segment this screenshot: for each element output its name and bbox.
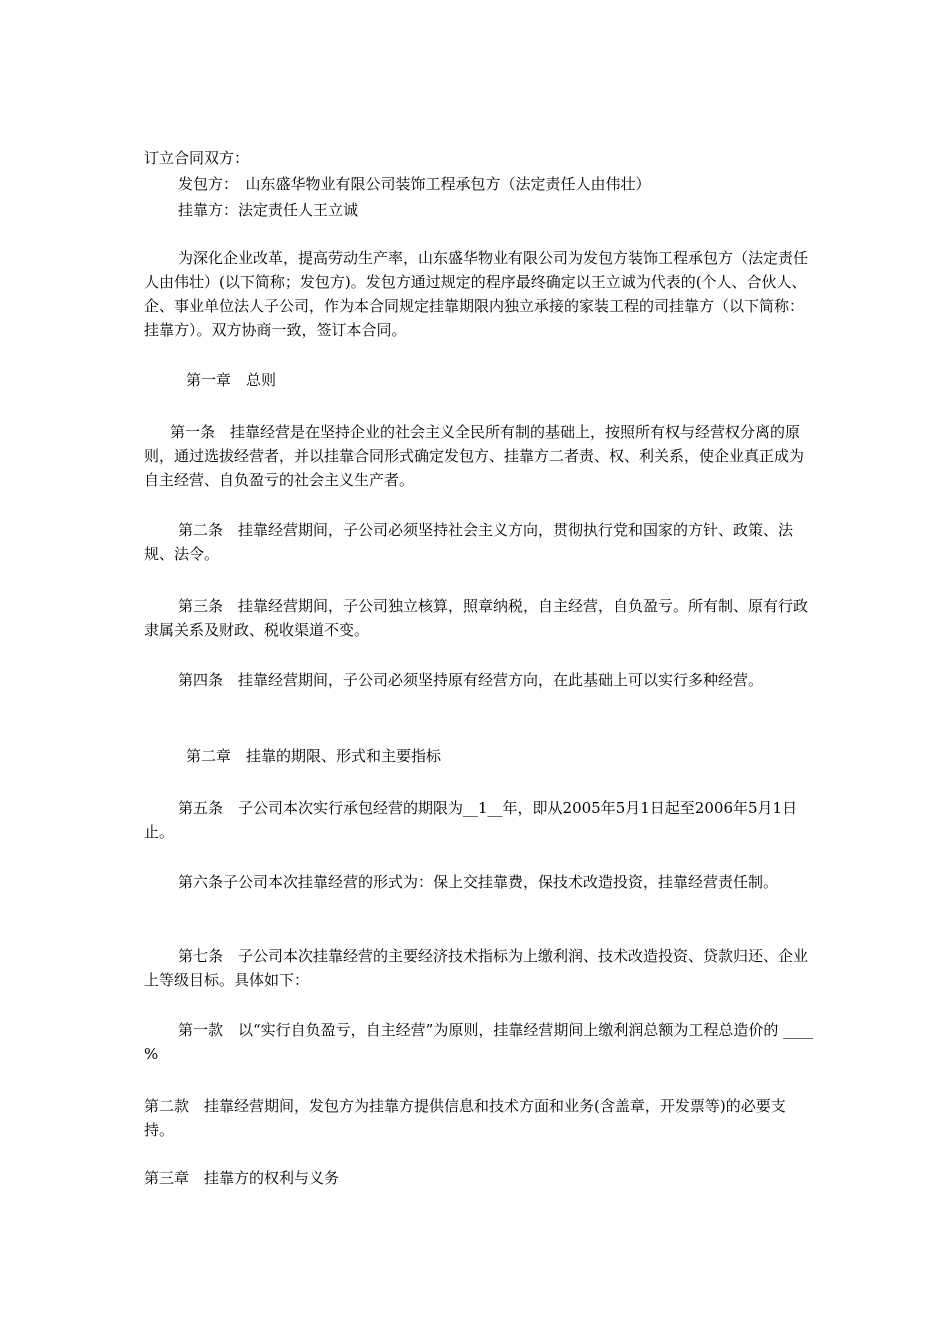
chapter2-title: 第二章 挂靠的期限、形式和主要指标 bbox=[186, 747, 442, 765]
parties-heading: 订立合同双方： bbox=[144, 149, 250, 167]
intro-paragraph: 为深化企业改革，提高劳动生产率，山东盛华物业有限公司为发包方装饰工程承包方（法定责任人由伟壮）(以下简称；发包方)。发包方通过规定的程序最终确定以王立诚为代表的(个人、合伙人、企、事业单位法人子公司，作为本合同规定挂靠期限内独立承接的家装工程的司挂靠方（以下简称：挂靠方）。双方协商一致，签订本合同。 bbox=[144, 249, 809, 339]
article-2: 第二条 挂靠经营期间，子公司必须坚持社会主义方向，贯彻执行党和国家的方针、政策、法规、法令。 bbox=[144, 521, 794, 563]
article-4: 第四条 挂靠经营期间，子公司必须坚持原有经营方向，在此基础上可以实行多种经营。 bbox=[178, 671, 764, 689]
article-7: 第七条 子公司本次挂靠经营的主要经济技术指标为上缴利润、技术改造投资、贷款归还、企业上等级目标。具体如下： bbox=[144, 947, 809, 989]
affiliate-line: 挂靠方：法定责任人王立诚 bbox=[178, 201, 359, 219]
chapter1-title: 第一章 总则 bbox=[186, 371, 277, 389]
article-5: 第五条 子公司本次实行承包经营的期限为__1__年，即从2005年5月1日起至2006年5月1日止。 bbox=[144, 799, 798, 841]
article-6: 第六条子公司本次挂靠经营的形式为：保上交挂靠费，保技术改造投资，挂靠经营责任制。 bbox=[178, 873, 779, 891]
chapter3-title: 第三章 挂靠方的权利与义务 bbox=[144, 1169, 340, 1187]
clause-1: 第一款 以“实行自负盈亏，自主经营”为原则，挂靠经营期间上缴利润总额为工程总造价的 ____ % bbox=[144, 1021, 814, 1063]
article-1: 第一条 挂靠经营是在坚持企业的社会主义全民所有制的基础上，按照所有权与经营权分离的原则，通过选拔经营者，并以挂靠合同形式确定发包方、挂靠方二者责、权、利关系，使企业真正成为自主经营、自负盈亏的社会主义生产者。 bbox=[144, 423, 805, 489]
contractor-line: 发包方： 山东盛华物业有限公司装饰工程承包方（法定责任人由伟壮） bbox=[178, 175, 651, 193]
article-3: 第三条 挂靠经营期间，子公司独立核算，照章纳税，自主经营，自负盈亏。所有制、原有行政隶属关系及财政、税收渠道不变。 bbox=[144, 597, 809, 639]
clause-2: 第二款 挂靠经营期间，发包方为挂靠方提供信息和技术方面和业务(含盖章，开发票等)的必要支持。 bbox=[144, 1097, 786, 1139]
